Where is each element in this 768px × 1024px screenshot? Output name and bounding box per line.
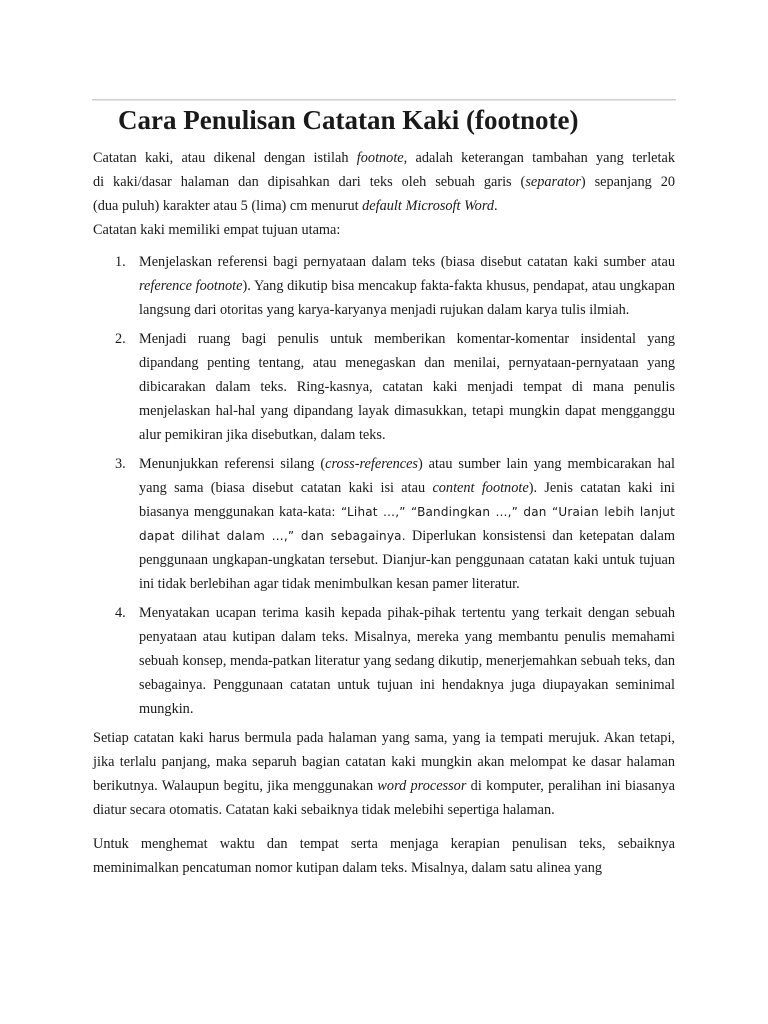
item-quoted-phrases: : “Lihat …,” “Bandingkan …,” dan “Uraian lebih lanjut dapat dilihat dalam …,” dan sebagainya.	[139, 505, 676, 543]
list-item	[93, 452, 675, 596]
paragraph-text: di komputer, peralihan ini biasanya diatur secara otomatis. Catatan kaki sebaiknya tidak melebihi sepertiga halaman.	[93, 778, 675, 818]
intro-text: .	[494, 198, 498, 214]
item-term: content footnote	[432, 480, 529, 496]
list-item	[93, 601, 675, 721]
purpose-list	[93, 250, 675, 721]
item-term: cross-references	[325, 456, 418, 472]
item-text: ). Yang dikutip bisa mencakup fakta-fakta khusus, pendapat, atau ungkapan langsung dari otoritas yang karya-karyanya menjadi rujukan dalam karya tulis ilmiah.	[139, 278, 675, 318]
document-body	[93, 146, 675, 890]
intro-line-3	[93, 194, 675, 218]
intro-term-word: default Microsoft Word	[362, 198, 495, 214]
item-text: ) atau sumber lain yang membicarakan hal yang sama (biasa disebut catatan kaki isi atau	[139, 456, 676, 496]
intro-paragraph	[93, 146, 675, 218]
list-number: 4.	[115, 605, 126, 621]
item-text: Menjadi ruang bagi penulis untuk memberikan komentar-komentar insidental yang dipandang penting tentang, atau menegaskan dan menilai, pernyataan-pernyataan yang dibicarakan dalam teks. Ring-kasnya, catatan kaki menjadi tempat di mana penulis menjelaskan hal-hal yang dipandang layak dimasukkan, tetapi mungkin dapat mengganggu alur pemikiran jika disebutkan, dalam teks.	[139, 331, 675, 443]
list-number: 2.	[115, 331, 126, 347]
item-text: ). Jenis catatan kaki ini biasanya menggunakan kata-kata	[139, 480, 676, 520]
intro-text: Catatan kaki, atau dikenal dengan istilah	[93, 150, 357, 166]
item-text: Diperlukan konsistensi dan ketepatan dalam penggunaan ungkapan-ungkatan tersebut. Dianjur-kan penggunaan catatan kaki untuk tujuan ini tidak berlebihan agar tidak menimbulkan kesan pamer literatur.	[139, 528, 675, 592]
item-text: Menjelaskan referensi bagi pernyataan dalam teks (biasa disebut catatan kaki sumber atau	[139, 254, 675, 270]
intro-line-2	[93, 170, 675, 194]
list-item	[93, 327, 675, 447]
list-number: 1.	[115, 254, 126, 270]
body-paragraph	[93, 726, 675, 822]
intro-line-1	[93, 146, 675, 170]
intro-text: ) sepanjang 20	[580, 174, 676, 190]
list-number: 3.	[115, 456, 126, 472]
item-text: Menunjukkan referensi silang (	[139, 456, 326, 472]
body-paragraph: Untuk menghemat waktu dan tempat serta menjaga kerapian penulisan teks, sebaiknya meminimalkan pencatuman nomor kutipan dalam teks. Misalnya, dalam satu alinea yang	[93, 836, 675, 876]
intro-term-footnote: footnote	[356, 150, 404, 166]
list-lead: Catatan kaki memiliki empat tujuan utama:	[93, 222, 341, 238]
intro-text: (dua puluh) karakter atau 5 (lima) cm menurut	[93, 198, 363, 214]
intro-text: di kaki/dasar halaman dan dipisahkan dari teks oleh sebuah garis (	[93, 174, 526, 190]
intro-term-separator: separator	[525, 174, 581, 190]
paragraph-text: Setiap catatan kaki harus bermula pada halaman yang sama, yang ia tempati merujuk. Akan tetapi, jika terlalu panjang, maka separuh bagian catatan kaki mungkin akan melompat ke dasar halaman berikutnya. Walaupun begitu, jika menggunakan	[93, 730, 675, 794]
page-title: Cara Penulisan Catatan Kaki (footnote)	[118, 105, 579, 135]
item-term: reference footnote	[139, 278, 243, 294]
paragraph-term: word processor	[377, 778, 467, 794]
list-item	[93, 250, 675, 322]
item-text: Menyatakan ucapan terima kasih kepada pihak-pihak tertentu yang terkait dengan sebuah penyataan atau kutipan dalam teks. Misalnya, mereka yang membantu penulis memahami sebuah konsep, menda-patkan literatur yang sedang dikutip, menerjemahkan sebuah teks, dan sebagainya. Penggunaan catatan untuk tujuan ini hendaknya juga diupayakan seminimal mungkin.	[139, 605, 675, 717]
intro-text: , adalah keterangan tambahan yang terletak	[403, 150, 675, 166]
